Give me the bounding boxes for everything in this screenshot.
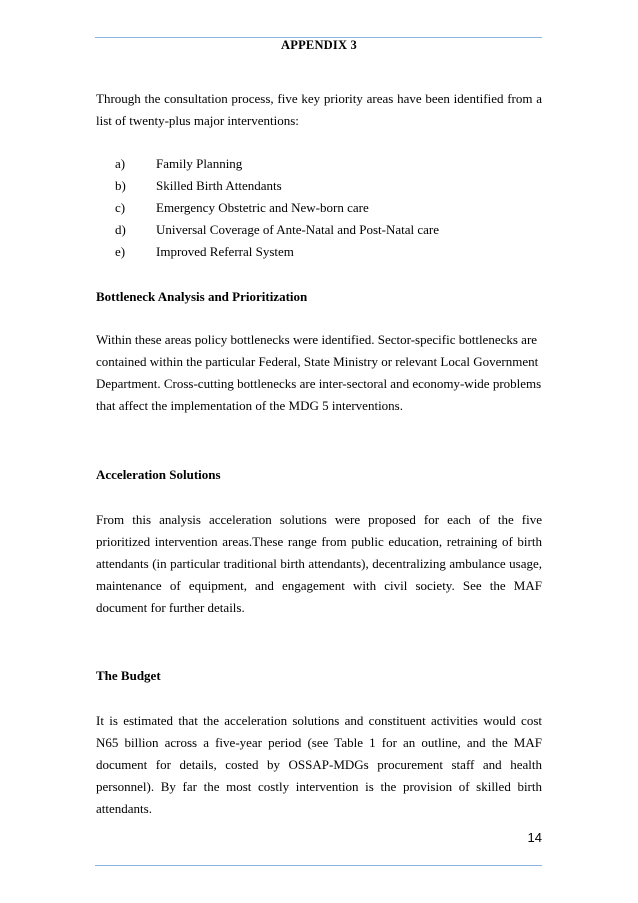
list-item [96,197,542,219]
paragraph-line: Within these areas policy bottlenecks were identified. Sector-specific bottlenecks are [96,332,538,347]
list-item-text: Emergency Obstetric and New-born care [156,200,369,215]
page-number: 14 [527,830,542,845]
priority-areas-list [96,153,542,263]
appendix-title: APPENDIX 3 [281,38,357,52]
list-item [96,241,542,263]
bottleneck-paragraph [96,329,542,417]
paragraph-line: Department. Cross-cutting bottlenecks are inter-sectoral and economy-wide problems [96,376,542,391]
list-marker: b) [115,178,126,193]
list-marker: e) [115,244,126,259]
list-item [96,153,542,175]
section-heading-bottleneck: Bottleneck Analysis and Prioritization [96,289,308,304]
list-item [96,175,542,197]
paragraph-line: that affect the implementation of the MDG 5 interventions. [96,398,403,413]
paragraph-line: contained within the particular Federal, State Ministry or relevant Local Government [96,354,539,369]
acceleration-paragraph: From this analysis acceleration solutions were proposed for each of the five prioritized intervention areas.These range from public education, retraining of birth attendants (in particular traditional birth attendants), decentralizing ambulance usage, maintenance of equipment, and engagement with civil society. See the MAF document for further details. [96,512,542,615]
budget-paragraph: It is estimated that the acceleration solutions and constituent activities would cost N65 billion across a five-year period (see Table 1 for an outline, and the MAF document for details, costed by OSSAP-MDGs procurement staff and health personnel). By far the most costly intervention is the provision of skilled birth attendants. [96,713,542,816]
list-item-text: Universal Coverage of Ante-Natal and Post-Natal care [156,222,440,237]
list-item-text: Family Planning [156,156,243,171]
list-item [96,219,542,241]
list-item-text: Improved Referral System [156,244,294,259]
list-marker: a) [115,156,126,171]
section-heading-budget: The Budget [96,668,161,683]
list-marker: c) [115,200,126,215]
section-heading-acceleration: Acceleration Solutions [96,467,221,482]
list-marker: d) [115,222,126,237]
intro-paragraph: Through the consultation process, five key priority areas have been identified from a list of twenty-plus major interventions: [96,91,542,128]
list-item-text: Skilled Birth Attendants [156,178,282,193]
footer-rule [95,865,542,866]
